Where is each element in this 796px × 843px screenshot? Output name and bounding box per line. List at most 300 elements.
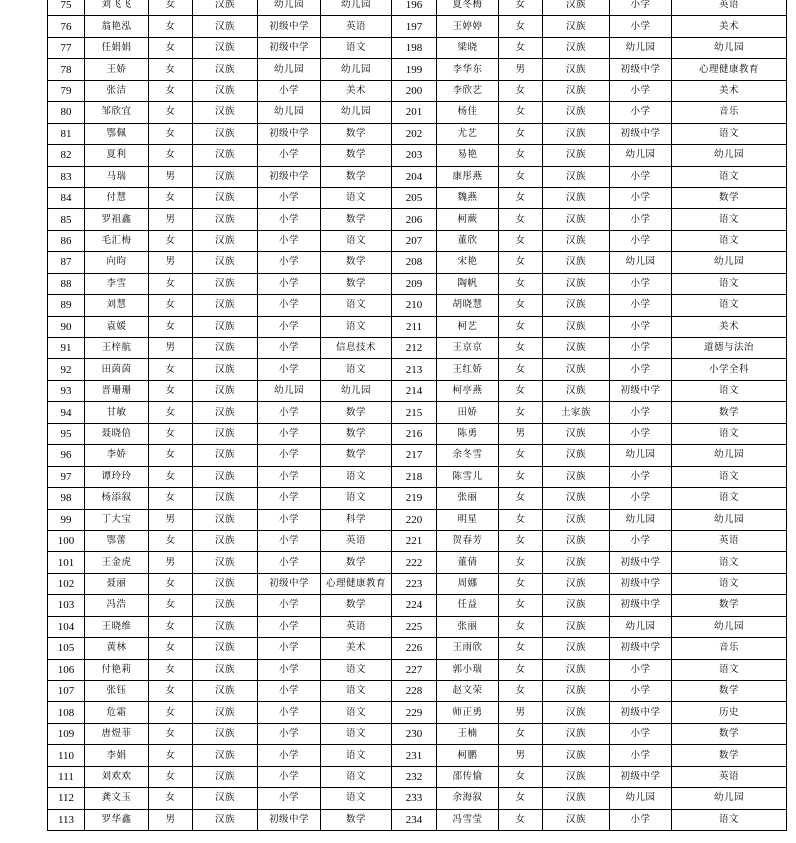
cell-name: 田茵茵: [85, 359, 149, 380]
cell-school-level: 小学: [610, 209, 672, 230]
cell-name: 尤艺: [437, 123, 499, 144]
cell-ethnicity: 汉族: [193, 273, 258, 294]
cell-ethnicity: 汉族: [543, 530, 610, 551]
table-row: [48, 80, 787, 101]
cell-gender: 男: [499, 59, 543, 80]
cell-name: 柯蕨: [437, 209, 499, 230]
table-row: [48, 316, 787, 337]
table-row: [48, 252, 787, 273]
cell-number: 216: [392, 423, 437, 444]
cell-name: 柯鹏: [437, 745, 499, 766]
cell-name: 付艳莉: [85, 659, 149, 680]
cell-school-level: 小学: [258, 509, 321, 530]
cell-school-level: 小学: [610, 80, 672, 101]
cell-ethnicity: 汉族: [543, 37, 610, 58]
table-row: [48, 380, 787, 401]
cell-name: 师正勇: [437, 702, 499, 723]
cell-school-level: 小学: [258, 530, 321, 551]
cell-gender: 男: [499, 745, 543, 766]
cell-ethnicity: 汉族: [543, 595, 610, 616]
cell-subject: 语文: [672, 809, 787, 830]
cell-name: 甘敏: [85, 402, 149, 423]
cell-subject: 语文: [672, 273, 787, 294]
cell-number: 84: [48, 187, 85, 208]
cell-subject: 数学: [672, 402, 787, 423]
cell-school-level: 初级中学: [610, 595, 672, 616]
cell-name: 王晓维: [85, 616, 149, 637]
cell-gender: 女: [149, 766, 193, 787]
table-row: [48, 402, 787, 423]
cell-gender: 女: [149, 80, 193, 101]
cell-ethnicity: 汉族: [543, 316, 610, 337]
cell-gender: 女: [149, 466, 193, 487]
cell-ethnicity: 汉族: [543, 488, 610, 509]
cell-school-level: 小学: [610, 316, 672, 337]
cell-gender: 男: [149, 338, 193, 359]
cell-name: 夏冬梅: [437, 0, 499, 16]
cell-ethnicity: 汉族: [193, 102, 258, 123]
cell-name: 聂丽: [85, 573, 149, 594]
cell-subject: 语文: [672, 466, 787, 487]
cell-name: 丁大宝: [85, 509, 149, 530]
cell-school-level: 初级中学: [610, 702, 672, 723]
cell-school-level: 小学: [610, 359, 672, 380]
cell-number: 78: [48, 59, 85, 80]
cell-subject: 道德与法治: [672, 338, 787, 359]
cell-name: 黄林: [85, 638, 149, 659]
cell-number: 222: [392, 552, 437, 573]
cell-name: 刘欢欢: [85, 766, 149, 787]
cell-gender: 女: [499, 0, 543, 16]
cell-gender: 女: [149, 37, 193, 58]
table-row: [48, 423, 787, 444]
cell-gender: 女: [149, 359, 193, 380]
cell-number: 197: [392, 16, 437, 37]
cell-subject: 数学: [321, 166, 392, 187]
cell-ethnicity: 汉族: [193, 552, 258, 573]
cell-number: 233: [392, 788, 437, 809]
cell-number: 83: [48, 166, 85, 187]
cell-number: 213: [392, 359, 437, 380]
cell-number: 223: [392, 573, 437, 594]
cell-gender: 女: [499, 295, 543, 316]
table-row: [48, 702, 787, 723]
cell-ethnicity: 汉族: [543, 295, 610, 316]
cell-school-level: 小学: [610, 723, 672, 744]
cell-ethnicity: 汉族: [543, 681, 610, 702]
cell-number: 228: [392, 681, 437, 702]
cell-number: 207: [392, 230, 437, 251]
cell-name: 柯亭燕: [437, 380, 499, 401]
cell-gender: 女: [149, 423, 193, 444]
table-row: [48, 681, 787, 702]
cell-name: 翁艳泓: [85, 16, 149, 37]
cell-gender: 女: [149, 659, 193, 680]
cell-subject: 数学: [672, 745, 787, 766]
cell-ethnicity: 汉族: [193, 616, 258, 637]
cell-subject: 语文: [672, 552, 787, 573]
cell-number: 227: [392, 659, 437, 680]
table-row: [48, 0, 787, 16]
cell-subject: 语文: [672, 488, 787, 509]
cell-gender: 女: [499, 681, 543, 702]
cell-number: 100: [48, 530, 85, 551]
table-row: [48, 809, 787, 830]
cell-name: 袁媛: [85, 316, 149, 337]
cell-name: 龚文玉: [85, 788, 149, 809]
cell-subject: 英语: [321, 530, 392, 551]
cell-number: 87: [48, 252, 85, 273]
cell-subject: 幼儿园: [672, 616, 787, 637]
cell-subject: 数学: [321, 252, 392, 273]
cell-name: 张丽: [437, 616, 499, 637]
cell-school-level: 小学: [610, 16, 672, 37]
cell-name: 陈勇: [437, 423, 499, 444]
cell-school-level: 初级中学: [610, 766, 672, 787]
cell-name: 易艳: [437, 145, 499, 166]
cell-ethnicity: 汉族: [543, 659, 610, 680]
cell-name: 刘慧: [85, 295, 149, 316]
cell-gender: 女: [499, 659, 543, 680]
cell-school-level: 小学: [258, 659, 321, 680]
cell-ethnicity: 汉族: [193, 123, 258, 144]
cell-number: 86: [48, 230, 85, 251]
cell-name: 余海叙: [437, 788, 499, 809]
cell-name: 胡晓慧: [437, 295, 499, 316]
cell-name: 马瑞: [85, 166, 149, 187]
cell-subject: 幼儿园: [672, 145, 787, 166]
cell-gender: 女: [499, 359, 543, 380]
cell-ethnicity: 汉族: [193, 445, 258, 466]
cell-number: 103: [48, 595, 85, 616]
cell-subject: 英语: [672, 0, 787, 16]
cell-subject: 数学: [321, 809, 392, 830]
cell-subject: 数学: [321, 123, 392, 144]
table-row: [48, 273, 787, 294]
table-row: [48, 166, 787, 187]
cell-number: 204: [392, 166, 437, 187]
table-row: [48, 745, 787, 766]
cell-gender: 女: [499, 80, 543, 101]
cell-subject: 数学: [321, 273, 392, 294]
cell-ethnicity: 汉族: [543, 252, 610, 273]
cell-school-level: 初级中学: [258, 123, 321, 144]
cell-subject: 幼儿园: [321, 380, 392, 401]
cell-school-level: 小学: [258, 488, 321, 509]
cell-name: 杨佳: [437, 102, 499, 123]
cell-subject: 语文: [672, 423, 787, 444]
cell-ethnicity: 汉族: [193, 788, 258, 809]
cell-subject: 信息技术: [321, 338, 392, 359]
cell-subject: 幼儿园: [321, 102, 392, 123]
cell-gender: 女: [149, 316, 193, 337]
cell-gender: 女: [499, 230, 543, 251]
cell-gender: 女: [499, 145, 543, 166]
cell-gender: 女: [499, 530, 543, 551]
cell-number: 199: [392, 59, 437, 80]
cell-ethnicity: 汉族: [543, 0, 610, 16]
cell-gender: 女: [149, 402, 193, 423]
cell-number: 106: [48, 659, 85, 680]
cell-gender: 女: [149, 573, 193, 594]
cell-school-level: 幼儿园: [610, 616, 672, 637]
cell-number: 212: [392, 338, 437, 359]
cell-subject: 幼儿园: [672, 252, 787, 273]
cell-ethnicity: 汉族: [543, 702, 610, 723]
cell-number: 102: [48, 573, 85, 594]
cell-school-level: 小学: [610, 681, 672, 702]
cell-number: 110: [48, 745, 85, 766]
cell-ethnicity: 汉族: [543, 166, 610, 187]
cell-school-level: 幼儿园: [610, 252, 672, 273]
table-row: [48, 723, 787, 744]
cell-ethnicity: 汉族: [193, 681, 258, 702]
cell-school-level: 小学: [258, 273, 321, 294]
table-row: [48, 616, 787, 637]
cell-number: 90: [48, 316, 85, 337]
cell-ethnicity: 汉族: [193, 252, 258, 273]
cell-subject: 语文: [321, 316, 392, 337]
cell-ethnicity: 汉族: [193, 187, 258, 208]
cell-gender: 女: [149, 681, 193, 702]
cell-subject: 数学: [672, 681, 787, 702]
cell-name: 魏燕: [437, 187, 499, 208]
cell-name: 冯浩: [85, 595, 149, 616]
cell-ethnicity: 汉族: [543, 745, 610, 766]
cell-number: 211: [392, 316, 437, 337]
cell-subject: 语文: [672, 573, 787, 594]
cell-gender: 女: [149, 295, 193, 316]
cell-number: 112: [48, 788, 85, 809]
cell-subject: 英语: [672, 530, 787, 551]
cell-gender: 女: [149, 187, 193, 208]
table-row: [48, 488, 787, 509]
cell-gender: 女: [149, 380, 193, 401]
cell-school-level: 小学: [258, 595, 321, 616]
cell-subject: 语文: [321, 681, 392, 702]
cell-subject: 数学: [321, 445, 392, 466]
table-row: [48, 59, 787, 80]
cell-ethnicity: 汉族: [193, 659, 258, 680]
cell-name: 罗华鑫: [85, 809, 149, 830]
cell-school-level: 小学: [258, 145, 321, 166]
cell-ethnicity: 汉族: [193, 359, 258, 380]
cell-name: 谭玲玲: [85, 466, 149, 487]
cell-school-level: 小学: [258, 552, 321, 573]
cell-ethnicity: 汉族: [193, 37, 258, 58]
cell-gender: 女: [149, 595, 193, 616]
cell-number: 221: [392, 530, 437, 551]
cell-ethnicity: 汉族: [543, 766, 610, 787]
cell-ethnicity: 汉族: [543, 723, 610, 744]
cell-school-level: 小学: [610, 166, 672, 187]
cell-name: 陈雪儿: [437, 466, 499, 487]
cell-subject: 小学全科: [672, 359, 787, 380]
cell-number: 96: [48, 445, 85, 466]
cell-subject: 美术: [672, 80, 787, 101]
cell-subject: 语文: [672, 209, 787, 230]
cell-name: 赵文荣: [437, 681, 499, 702]
cell-subject: 语文: [321, 488, 392, 509]
cell-gender: 女: [149, 0, 193, 16]
cell-school-level: 小学: [610, 0, 672, 16]
cell-gender: 女: [149, 702, 193, 723]
cell-school-level: 小学: [258, 252, 321, 273]
cell-school-level: 小学: [258, 402, 321, 423]
cell-number: 99: [48, 509, 85, 530]
table-row: [48, 209, 787, 230]
cell-name: 鄂佩: [85, 123, 149, 144]
cell-number: 75: [48, 0, 85, 16]
cell-number: 108: [48, 702, 85, 723]
cell-subject: 语文: [672, 295, 787, 316]
cell-gender: 女: [499, 166, 543, 187]
cell-ethnicity: 汉族: [193, 702, 258, 723]
cell-ethnicity: 汉族: [543, 638, 610, 659]
cell-subject: 语文: [672, 230, 787, 251]
cell-subject: 幼儿园: [321, 0, 392, 16]
cell-name: 夏利: [85, 145, 149, 166]
cell-number: 206: [392, 209, 437, 230]
cell-subject: 语文: [321, 359, 392, 380]
cell-ethnicity: 汉族: [193, 466, 258, 487]
cell-ethnicity: 汉族: [193, 488, 258, 509]
cell-school-level: 初级中学: [610, 59, 672, 80]
cell-ethnicity: 汉族: [543, 16, 610, 37]
cell-gender: 女: [499, 123, 543, 144]
cell-school-level: 小学: [258, 80, 321, 101]
table-row: [48, 466, 787, 487]
cell-subject: 英语: [321, 16, 392, 37]
cell-school-level: 初级中学: [258, 16, 321, 37]
cell-gender: 男: [499, 423, 543, 444]
cell-number: 226: [392, 638, 437, 659]
cell-name: 任娟娟: [85, 37, 149, 58]
cell-ethnicity: 汉族: [193, 509, 258, 530]
cell-subject: 数学: [321, 209, 392, 230]
cell-ethnicity: 汉族: [543, 359, 610, 380]
cell-school-level: 小学: [258, 745, 321, 766]
cell-subject: 英语: [672, 766, 787, 787]
cell-ethnicity: 汉族: [543, 59, 610, 80]
cell-name: 唐煜菲: [85, 723, 149, 744]
table-row: [48, 338, 787, 359]
cell-gender: 女: [499, 338, 543, 359]
table-row: [48, 145, 787, 166]
cell-gender: 女: [149, 616, 193, 637]
cell-name: 罗祖鑫: [85, 209, 149, 230]
table-row: [48, 595, 787, 616]
cell-number: 218: [392, 466, 437, 487]
cell-ethnicity: 汉族: [193, 809, 258, 830]
cell-number: 198: [392, 37, 437, 58]
cell-number: 220: [392, 509, 437, 530]
cell-gender: 女: [149, 273, 193, 294]
cell-number: 105: [48, 638, 85, 659]
cell-subject: 音乐: [672, 638, 787, 659]
cell-number: 210: [392, 295, 437, 316]
cell-gender: 女: [499, 552, 543, 573]
cell-school-level: 幼儿园: [610, 145, 672, 166]
cell-school-level: 小学: [258, 788, 321, 809]
cell-name: 聂晓倍: [85, 423, 149, 444]
cell-school-level: 小学: [258, 316, 321, 337]
cell-school-level: 幼儿园: [258, 0, 321, 16]
cell-school-level: 小学: [610, 338, 672, 359]
cell-ethnicity: 汉族: [543, 616, 610, 637]
cell-school-level: 小学: [610, 187, 672, 208]
cell-ethnicity: 土家族: [543, 402, 610, 423]
cell-school-level: 幼儿园: [610, 445, 672, 466]
cell-number: 224: [392, 595, 437, 616]
cell-subject: 心理健康教育: [321, 573, 392, 594]
cell-name: 明星: [437, 509, 499, 530]
cell-school-level: 小学: [258, 681, 321, 702]
cell-school-level: 初级中学: [610, 380, 672, 401]
cell-number: 92: [48, 359, 85, 380]
cell-school-level: 初级中学: [610, 552, 672, 573]
cell-gender: 女: [149, 488, 193, 509]
cell-name: 余冬雪: [437, 445, 499, 466]
cell-subject: 语文: [321, 702, 392, 723]
table-row: [48, 509, 787, 530]
cell-ethnicity: 汉族: [193, 230, 258, 251]
cell-number: 225: [392, 616, 437, 637]
cell-school-level: 小学: [258, 230, 321, 251]
cell-ethnicity: 汉族: [193, 573, 258, 594]
cell-name: 张洁: [85, 80, 149, 101]
cell-ethnicity: 汉族: [193, 338, 258, 359]
cell-number: 107: [48, 681, 85, 702]
cell-subject: 语文: [321, 295, 392, 316]
cell-gender: 女: [149, 723, 193, 744]
cell-subject: 美术: [672, 16, 787, 37]
cell-number: 91: [48, 338, 85, 359]
cell-name: 王红娇: [437, 359, 499, 380]
cell-gender: 女: [149, 16, 193, 37]
cell-ethnicity: 汉族: [193, 209, 258, 230]
cell-gender: 女: [499, 638, 543, 659]
cell-ethnicity: 汉族: [543, 230, 610, 251]
cell-subject: 语文: [321, 466, 392, 487]
cell-gender: 女: [149, 788, 193, 809]
cell-number: 205: [392, 187, 437, 208]
cell-subject: 美术: [321, 638, 392, 659]
cell-name: 王梓航: [85, 338, 149, 359]
cell-name: 董欣: [437, 230, 499, 251]
cell-name: 鄂蕾: [85, 530, 149, 551]
cell-subject: 语文: [321, 659, 392, 680]
cell-school-level: 小学: [610, 402, 672, 423]
cell-ethnicity: 汉族: [543, 338, 610, 359]
cell-school-level: 初级中学: [258, 573, 321, 594]
cell-gender: 女: [149, 530, 193, 551]
cell-ethnicity: 汉族: [543, 123, 610, 144]
cell-name: 梁晓: [437, 37, 499, 58]
cell-ethnicity: 汉族: [193, 295, 258, 316]
cell-number: 202: [392, 123, 437, 144]
cell-gender: 女: [149, 745, 193, 766]
table-row: [48, 530, 787, 551]
cell-gender: 女: [499, 616, 543, 637]
cell-gender: 女: [499, 37, 543, 58]
cell-subject: 语文: [672, 166, 787, 187]
cell-school-level: 幼儿园: [610, 509, 672, 530]
cell-gender: 女: [499, 809, 543, 830]
cell-school-level: 小学: [258, 209, 321, 230]
cell-number: 232: [392, 766, 437, 787]
cell-subject: 幼儿园: [672, 37, 787, 58]
